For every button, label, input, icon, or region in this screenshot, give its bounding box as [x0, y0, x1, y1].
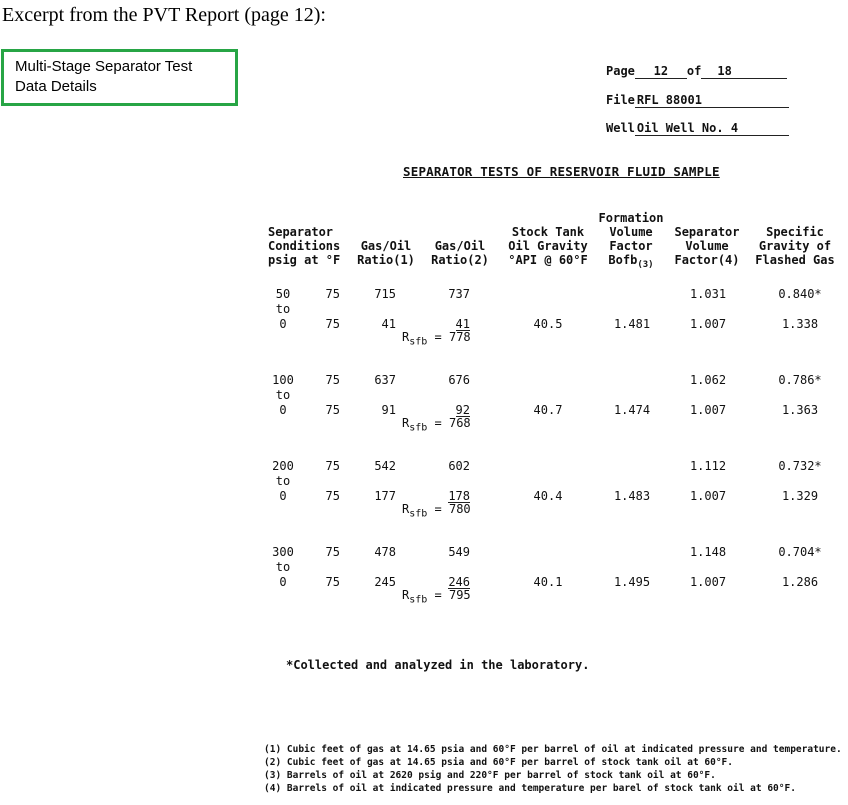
gas-gravity-stage2: 1.286: [781, 575, 819, 589]
rsfb-total: $R_{sfb} = 778$: [402, 330, 471, 348]
gor1-stage1: 478: [374, 545, 396, 559]
stage1-temperature: 75: [325, 373, 340, 387]
gor2-stage2: [440, 575, 470, 589]
gor1-stage1: 637: [374, 373, 396, 387]
to-label: to: [275, 388, 291, 402]
gor2-stage2: [440, 317, 470, 331]
gas-gravity-stage2: 1.338: [781, 317, 819, 331]
page-value: 12: [635, 65, 687, 79]
gas-gravity-stage1: 0.786*: [778, 373, 822, 387]
stage1-temperature: 75: [325, 545, 340, 559]
footnotes: [264, 743, 842, 795]
callout-line-2: Data Details: [15, 78, 97, 95]
separator-volume-factor-stage1: 1.031: [689, 287, 727, 301]
gor2-stage2: [440, 489, 470, 503]
gor2-stage1: 549: [448, 545, 470, 559]
rsfb-value: 768: [448, 416, 471, 430]
gor2-stage2-value: 41: [455, 317, 470, 331]
separator-volume-factor-stage2: 1.007: [689, 489, 727, 503]
rsfb-value: 780: [448, 502, 471, 516]
page-label: Page: [606, 64, 635, 78]
rsfb-total: $R_{sfb} = 780$: [402, 502, 471, 520]
footnote-3: (3) Barrels of oil at 2620 psig and 220°F per barrel of stock tank oil at 60°F.: [264, 770, 716, 781]
rsfb-label: R: [402, 502, 410, 516]
gor1-stage2: 245: [374, 575, 396, 589]
stage1-temperature: 75: [325, 287, 340, 301]
footnote-4: (4) Barrels of oil at indicated pressure and temperature per barel of stock tank oil at 60°F.: [264, 783, 796, 794]
rsfb-label: R: [402, 588, 410, 602]
to-label: to: [275, 560, 291, 574]
gor2-stage2-value: 246: [448, 575, 470, 589]
col-header-formation-volume-factor: Formation Volume Factor Bofb$_{(3)}$: [598, 211, 664, 270]
formation-volume-factor: 1.483: [613, 489, 651, 503]
separator-volume-factor-stage2: 1.007: [689, 403, 727, 417]
rsfb-total: $R_{sfb} = 795$: [402, 588, 471, 606]
gor2-stage1: 602: [448, 459, 470, 473]
rsfb-label: R: [402, 330, 410, 344]
separator-volume-factor-stage2: 1.007: [689, 317, 727, 331]
separator-volume-factor-stage2: 1.007: [689, 575, 727, 589]
formation-volume-factor: 1.495: [613, 575, 651, 589]
gor2-stage1: 676: [448, 373, 470, 387]
gas-gravity-stage1: 0.840*: [778, 287, 822, 301]
gas-gravity-stage2: 1.363: [781, 403, 819, 417]
stage2-temperature: 75: [325, 575, 340, 589]
gas-gravity-stage2: 1.329: [781, 489, 819, 503]
file-label: File: [606, 93, 635, 107]
footnote-1: (1) Cubic feet of gas at 14.65 psia and 60°F per barrel of oil at indicated pressure and temperature.: [264, 744, 842, 755]
gor1-stage1: 542: [374, 459, 396, 473]
to-label: to: [275, 302, 291, 316]
of-label: of: [686, 64, 702, 78]
to-label: to: [275, 474, 291, 488]
gor1-stage2: 91: [381, 403, 396, 417]
document-title: SEPARATOR TESTS OF RESERVOIR FLUID SAMPLE: [403, 164, 720, 179]
col-header-separator-conditions: Separator Conditions psig at °F: [268, 225, 341, 267]
file-field: [606, 93, 789, 108]
stock-tank-oil-gravity: 40.1: [533, 575, 563, 589]
gor1-stage2: 177: [374, 489, 396, 503]
separator-volume-factor-stage1: 1.112: [689, 459, 727, 473]
excerpt-caption: Excerpt from the PVT Report (page 12):: [2, 4, 326, 26]
stage2-temperature: 75: [325, 317, 340, 331]
stock-tank-oil-gravity: 40.5: [533, 317, 563, 331]
callout-line-1: Multi-Stage Separator Test: [15, 58, 193, 75]
lab-note: *Collected and analyzed in the laboratory.: [286, 658, 590, 672]
stage1-temperature: 75: [325, 459, 340, 473]
well-value: Oil Well No. 4: [635, 122, 789, 136]
formation-volume-factor: 1.474: [613, 403, 651, 417]
gor1-stage1: 715: [374, 287, 396, 301]
col-header-gor2: Gas/Oil Ratio(2): [431, 239, 489, 267]
gor2-stage2: [440, 403, 470, 417]
separator-volume-factor-stage1: 1.148: [689, 545, 727, 559]
stage2-pressure: 0: [279, 317, 287, 331]
stage1-pressure: 100: [272, 373, 294, 387]
gor2-stage1: 737: [448, 287, 470, 301]
callout-box: [1, 49, 238, 106]
stage2-pressure: 0: [279, 489, 287, 503]
separator-volume-factor-stage1: 1.062: [689, 373, 727, 387]
gor2-stage2-value: 178: [448, 489, 470, 503]
stock-tank-oil-gravity: 40.7: [533, 403, 563, 417]
rsfb-value: 778: [448, 330, 471, 344]
rsfb-total: $R_{sfb} = 768$: [402, 416, 471, 434]
stage2-pressure: 0: [279, 575, 287, 589]
stage1-pressure: 200: [272, 459, 294, 473]
gas-gravity-stage1: 0.704*: [778, 545, 822, 559]
rsfb-value: 795: [448, 588, 471, 602]
well-field: [606, 121, 789, 136]
formation-volume-factor: 1.481: [613, 317, 651, 331]
gor1-stage2: 41: [381, 317, 396, 331]
col-header-separator-volume-factor: Separator Volume Factor(4): [674, 225, 740, 267]
col-header-gor1: Gas/Oil Ratio(1): [357, 239, 415, 267]
well-label: Well: [606, 121, 635, 135]
stage2-temperature: 75: [325, 489, 340, 503]
stage1-pressure: 300: [272, 545, 294, 559]
page-number-field: [606, 64, 787, 79]
col-header-oil-gravity: Stock Tank Oil Gravity °API @ 60°F: [508, 225, 588, 267]
stage2-pressure: 0: [279, 403, 287, 417]
footnote-2: (2) Cubic feet of gas at 14.65 psia and 60°F per barrel of stock tank oil at 60°F.: [264, 757, 733, 768]
file-value: RFL 88001: [635, 94, 789, 108]
stock-tank-oil-gravity: 40.4: [533, 489, 563, 503]
of-value: 18: [701, 65, 787, 79]
stage2-temperature: 75: [325, 403, 340, 417]
gas-gravity-stage1: 0.732*: [778, 459, 822, 473]
col-header-specific-gravity: Specific Gravity of Flashed Gas: [755, 225, 835, 267]
rsfb-label: R: [402, 416, 410, 430]
gor2-stage2-value: 92: [455, 403, 470, 417]
stage1-pressure: 50: [275, 287, 291, 301]
